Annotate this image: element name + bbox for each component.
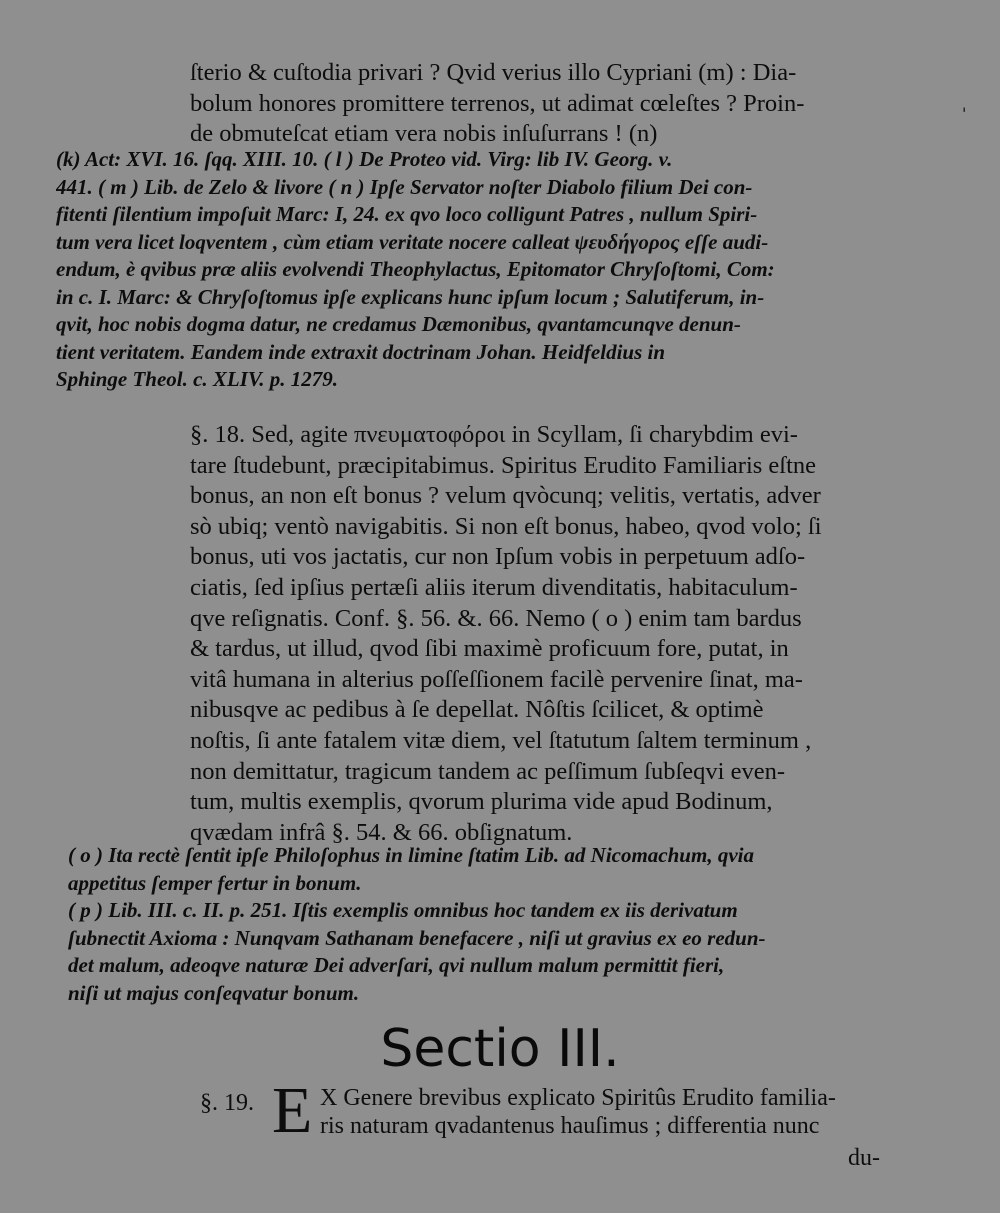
margin-mark: ' (962, 104, 967, 123)
footnote-line: 441. ( m ) Lib. de Zelo & livore ( n ) Ipſe Servator noſter Diabolo filium Dei con- (56, 174, 753, 199)
footnote-block (56, 146, 886, 394)
text-line: qve reſignatis. Conf. §. 56. &. 66. Nemo ( o ) enim tam bardus (190, 604, 802, 632)
text-line: §. 18. Sed, agite πνευματοφόροι in Scyllam, ſi charybdim evi- (190, 421, 798, 448)
text-line: ſterio & cuſtodia privari ? Qvid verius illo Cypriani (m) : Dia- (190, 59, 797, 86)
text-line: non demittatur, tragicum tandem ac peſſimum ſubſeqvi even- (190, 757, 786, 785)
footnote-line: in c. I. Marc: & Chryſoſtomus ipſe explicans hunc ipſum locum ; Salutiferum, in- (56, 284, 765, 309)
text-line: ciatis, ſed ipſius pertæſi aliis iterum divenditatis, habitaculum- (190, 573, 798, 601)
text-line: nibusqve ac pedibus à ſe depellat. Nôſtis ſcilicet, & optimè (190, 696, 764, 724)
footnote-line: det malum, adeoqve naturæ Dei adverſari, qvi nullum malum permittit fieri, (68, 953, 725, 977)
text-line: tum, multis exemplis, qvorum plurima vide apud Bodinum, (190, 788, 773, 816)
drop-cap: E (272, 1074, 313, 1147)
text-line: bolum honores promittere terrenos, ut adimat cœleſtes ? Proin- (190, 89, 805, 117)
text-line: ris naturam qvadantenus hauſimus ; differentia nunc (320, 1113, 820, 1139)
text-line: sò ubiq; ventò navigabitis. Si non eſt bonus, habeo, qvod volo; ſi (190, 512, 822, 540)
text-line: & tardus, ut illud, qvod ſibi maximè proficuum fore, putat, in (190, 635, 789, 663)
footnote-line: niſi ut majus conſeqvatur bonum. (68, 980, 360, 1005)
paragraph-number: §. 19. (200, 1090, 254, 1116)
top-text-block (190, 58, 890, 150)
paragraph-18 (190, 420, 890, 848)
text-line: X Genere brevibus explicato Spiritûs Erudito familia- (320, 1085, 836, 1111)
text-line: tare ſtudebunt, præcipitabimus. Spiritus Erudito Familiaris eſtne (190, 451, 817, 479)
text-line: qvædam infrâ §. 54. & 66. obſignatum. (190, 818, 573, 846)
footnote-line: Sphinge Theol. c. XLIV. p. 1279. (56, 367, 338, 391)
paragraph-19 (320, 1084, 900, 1140)
footnote-line: tum vera licet loqventem , cùm etiam veritate nocere calleat ψευδήγορος eſſe audi- (56, 229, 769, 254)
footnote-block (68, 842, 888, 1007)
catchword: du- (848, 1145, 880, 1171)
footnote-line: appetitus ſemper fertur in bonum. (68, 870, 362, 895)
footnote-line: ( p ) Lib. III. c. II. p. 251. Iſtis exemplis omnibus hoc tandem ex iis derivatum (68, 898, 738, 922)
footnote-line: ( o ) Ita rectè ſentit ipſe Philoſophus in limine ſtatim Lib. ad Nicomachum, qvia (68, 843, 754, 867)
text-line: bonus, an non eſt bonus ? velum qvòcunq; velitis, vertatis, adver (190, 482, 821, 510)
footnote-line: qvit, hoc nobis dogma datur, ne credamus Dæmonibus, qvantamcunqve denun- (56, 312, 741, 336)
text-line: noſtis, ſi ante fatalem vitæ diem, vel ſtatutum ſaltem terminum , (190, 726, 812, 754)
text-line: de obmuteſcat etiam vera nobis inſuſurrans ! (n) (190, 120, 658, 148)
footnote-line: endum, è qvibus præ aliis evolvendi Theophylactus, Epitomator Chryſoſtomi, Com: (56, 257, 775, 281)
text-line: vitâ humana in alterius poſſeſſionem facilè pervenire ſinat, ma- (190, 665, 803, 693)
footnote-line: fitenti ſilentium impoſuit Marc: I, 24. ex qvo loco colligunt Patres , nullum Spiri- (56, 202, 758, 226)
footnote-line: (k) Act: XVI. 16. ſqq. XIII. 10. ( l ) De Proteo vid. Virg: lib IV. Georg. v. (56, 147, 673, 171)
text-line: bonus, uti vos jactatis, cur non Ipſum vobis in perpetuum adſo- (190, 543, 806, 571)
section-heading: Sectio III. (380, 1019, 620, 1079)
footnote-line: tient veritatem. Eandem inde extraxit doctrinam Johan. Heidfeldius in (56, 339, 666, 364)
footnote-line: ſubnectit Axioma : Nunqvam Sathanam benefacere , niſi ut gravius ex eo redun- (68, 925, 766, 950)
